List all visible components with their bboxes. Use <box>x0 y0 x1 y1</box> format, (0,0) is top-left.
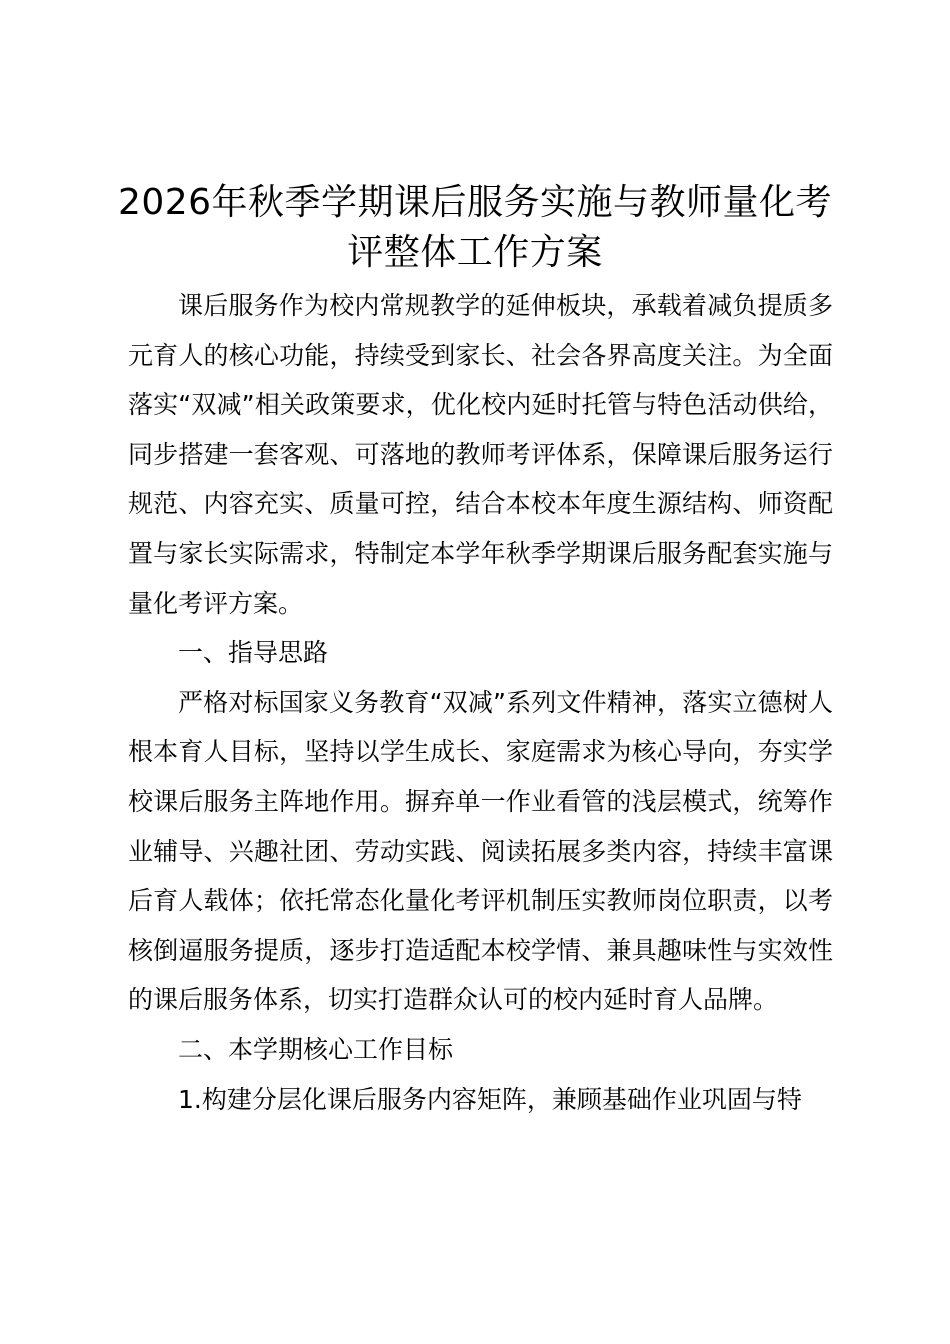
goal-item-1: 1.构建分层化课后服务内容矩阵，兼顾基础作业巩固与特 <box>178 1084 802 1114</box>
guiding-ideas-paragraph: 严格对标国家义务教育“双减”系列文件精神，落实立德树人根本育人目标，坚持以学生成长、家庭需求为核心导向，夯实学校课后服务主阵地作用。摒弃单一作业看管的浅层模式，统筹作业辅导、兴趣社团、劳动实践、阅读拓展多类内容，持续丰富课后育人载体；依托常态化量化考评机制压实教师岗位职责，以考核倒逼服务提质，逐步打造适配本校学情、兼具趣味性与实效性的课后服务体系，切实打造群众认可的校内延时育人品牌。 <box>128 687 833 1015</box>
document-body <box>128 281 833 1124</box>
intro-paragraph: 课后服务作为校内常规教学的延伸板块，承载着减负提质多元育人的核心功能，持续受到家长、社会各界高度关注。为全面落实“双减”相关政策要求，优化校内延时托管与特色活动供给，同步搭建一套客观、可落地的教师考评体系，保障课后服务运行规范、内容充实、质量可控，结合本校本年度生源结构、师资配置与家长实际需求，特制定本学年秋季学期课后服务配套实施与量化考评方案。 <box>128 291 833 618</box>
section-heading-guiding-ideas: 一、指导思路 <box>178 638 329 668</box>
document-title: 2026年秋季学期课后服务实施与教师量化考评整体工作方案 <box>117 182 833 273</box>
section-heading-core-goals: 二、本学期核心工作目标 <box>178 1034 454 1064</box>
